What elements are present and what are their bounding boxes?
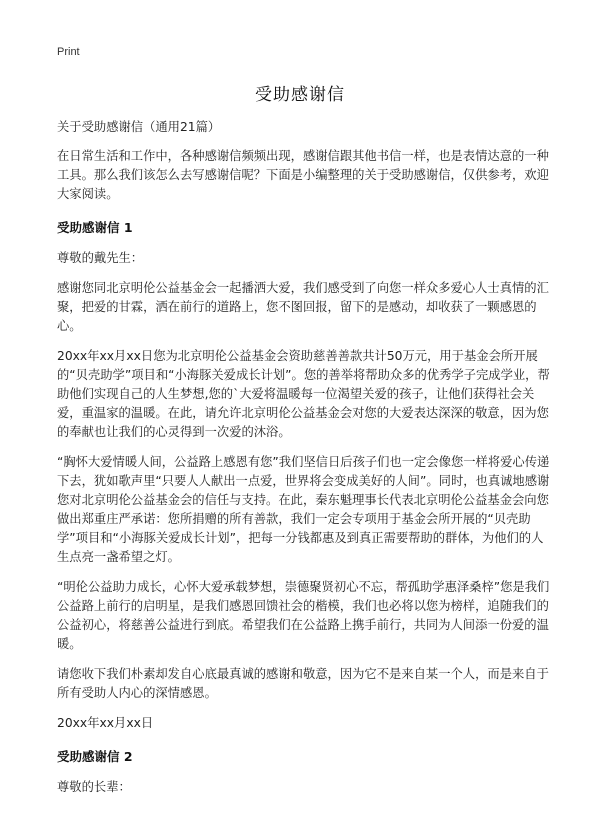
- letter-2-heading: 受助感谢信 2: [57, 749, 133, 764]
- letter-2-greeting: 尊敬的长辈：: [57, 780, 131, 794]
- page-title: 受助感谢信: [255, 85, 345, 105]
- letter-1-date: 20xx年xx月xx日: [57, 716, 154, 730]
- document-body: [57, 118, 555, 808]
- print-link[interactable]: Print: [57, 46, 80, 58]
- letter-1-paragraph-2: 20xx年xx月xx日您为北京明伦公益基金会资助慈善善款共计50万元，用于基金会所开展的“贝壳助学”项目和“小海豚关爱成长计划”。您的善举将帮助众多的优秀学子完成学业，帮助他们实现自己的人生梦想,您的`大爱将温暖每一位渴望关爱的孩子，让他们获得社会关爱，重温家的温暖。在此，请允许北京明伦公益基金会对您的大爱表达深深的敬意，因为您的奉献也让我们的心灵得到一次爱的沐浴。: [57, 349, 550, 439]
- document-subtitle: 关于受助感谢信（通用21篇）: [57, 120, 221, 134]
- letter-1-paragraph-4: “明伦公益助力成长，心怀大爱承载梦想，崇德聚贤初心不忘，帮孤助学惠泽桑梓”您是我们公益路上前行的启明星，是我们感恩回馈社会的楷模，我们也必将以您为榜样，追随我们的公益初心，将慈善公益进行到底。希望我们在公益路上携手前行，共同为人间添一份爱的温暖。: [57, 580, 550, 651]
- letter-1-paragraph-5: 请您收下我们朴素却发自心底最真诚的感谢和敬意，因为它不是来自某一个人，而是来自于所有受助人内心的深情感恩。: [57, 667, 549, 700]
- letter-1-paragraph-3: “胸怀大爱情暖人间，公益路上感恩有您”我们坚信日后孩子们也一定会像您一样将爱心传递下去，犹如歌声里“只要人人献出一点爱，世界将会变成美好的人间”。同时，也真诚地感谢您对北京明伦公益基金会的信任与支持。在此，秦东魁理事长代表北京明伦公益基金会向您做出郑重庄严承诺：您所捐赠的所有善款，我们一定会专项用于基金会所开展的“贝壳助学”项目和“小海豚关爱成长计划”，把每一分钱都惠及到真正需要帮助的群体，为他们的人生点亮一盏希望之灯。: [57, 455, 550, 564]
- letter-1-greeting: 尊敬的戴先生：: [57, 251, 144, 265]
- letter-1-paragraph-1: 感谢您同北京明伦公益基金会一起播洒大爱，我们感受到了向您一样众多爱心人士真情的汇聚，把爱的甘霖，洒在前行的道路上，您不图回报，留下的是感动，却收获了一颗感恩的心。: [57, 281, 549, 333]
- letter-1-heading: 受助感谢信 1: [57, 220, 133, 235]
- intro-paragraph: 在日常生活和工作中，各种感谢信频频出现，感谢信跟其他书信一样，也是表情达意的一种工具。那么我们该怎么去写感谢信呢？下面是小编整理的关于受助感谢信，仅供参考，欢迎大家阅读。: [57, 149, 549, 201]
